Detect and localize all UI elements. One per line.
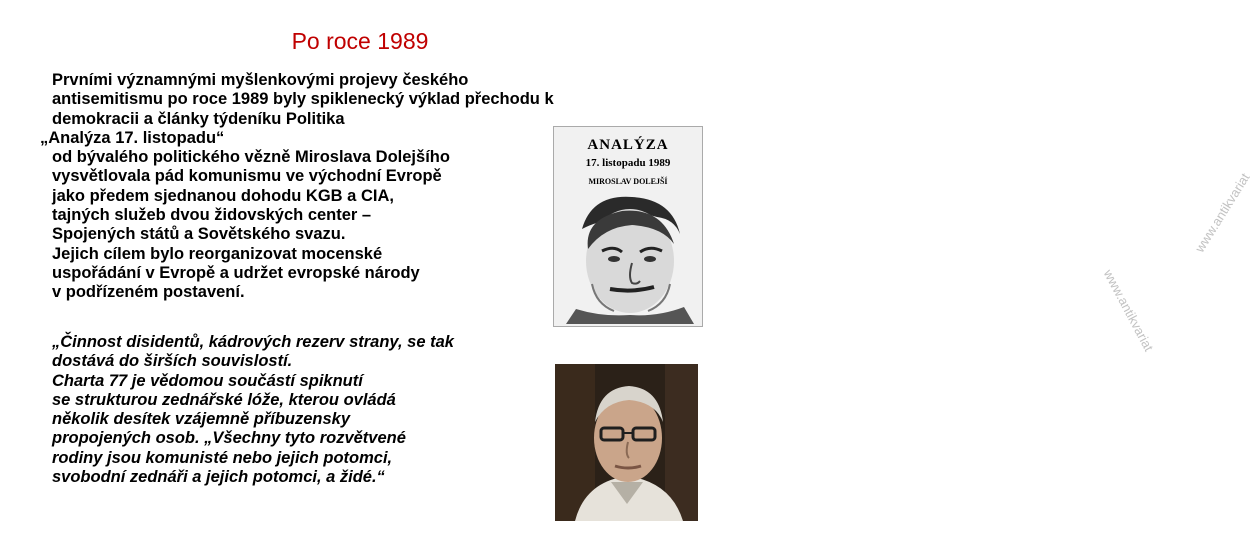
book-subtitle: 17. listopadu 1989 (585, 157, 671, 169)
text-line: jako předem sjednanou dohodu KGB a CIA, (52, 186, 394, 205)
text-line: antisemitismu po roce 1989 byly spiklenecký výklad přechodu k (52, 90, 554, 109)
text-line: Charta 77 je vědomou součástí spiknutí (52, 371, 363, 390)
text-line: dostává do širších souvislostí. (52, 352, 293, 371)
author-photo (555, 364, 698, 521)
text-line: propojených osob. „Všechny tyto rozvětvené (52, 429, 406, 448)
text-line: „Činnost disidentů, kádrových rezerv strany, se tak (52, 333, 454, 351)
text-line: Prvními významnými myšlenkovými projevy českého (52, 71, 469, 89)
book-title: ANALÝZA (587, 137, 669, 153)
text-line: Jejich cílem bylo reorganizovat mocenské (52, 244, 383, 263)
portrait-illustration (562, 189, 694, 324)
paragraph-analysis (40, 71, 554, 303)
text-line: v podřízeném postavení. (52, 283, 245, 302)
text-line: se strukturou zednářské lóže, kterou ovládá (52, 390, 396, 409)
paragraph-quote (52, 333, 454, 487)
book-author: MIROSLAV DOLEJŠÍ (588, 177, 668, 186)
text-line: tajných služeb dvou židovských center – (52, 206, 372, 225)
text-line: od bývalého politického vězně Miroslava Dolejšího (52, 148, 450, 167)
watermark-text: www.antikvariat (1100, 267, 1157, 354)
book-cover-image (553, 126, 1253, 354)
watermark-text: www.antikvariat (1192, 170, 1253, 255)
text-line: Spojených států a Sovětského svazu. (52, 225, 346, 244)
text-line: „Analýza 17. listopadu“ (40, 128, 225, 147)
man-with-glasses-portrait (555, 364, 698, 521)
text-line: uspořádání v Evropě a udržet evropské národy (52, 263, 420, 282)
text-line: svobodní zednáři a jejich potomci, a židé.“ (52, 468, 385, 487)
text-line: vysvětlovala pád komunismu ve východní Evropě (52, 167, 442, 186)
slide-title: Po roce 1989 (291, 28, 429, 54)
text-line: rodiny jsou komunisté nebo jejich potomci, (52, 448, 393, 467)
text-line: několik desítek vzájemně příbuzensky (52, 410, 351, 429)
text-line: demokracii a články týdeníku Politika (52, 109, 345, 128)
